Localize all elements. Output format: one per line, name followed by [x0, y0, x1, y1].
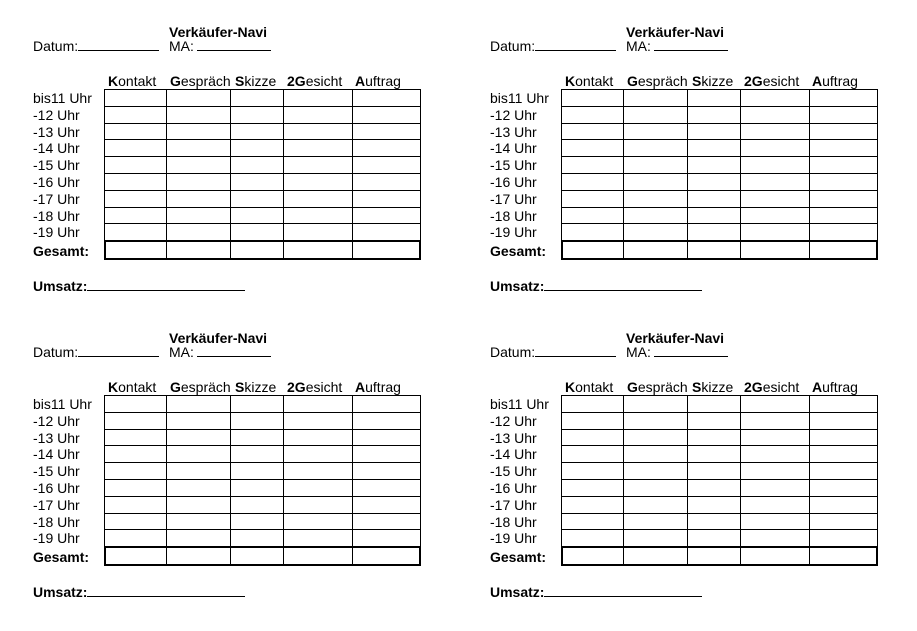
- ma-label: MA:: [169, 344, 194, 360]
- grid-row-line: [104, 395, 421, 396]
- row-label: -14 Uhr: [33, 140, 80, 157]
- verkaeufer-navi-form-bottom-right: [490, 306, 890, 606]
- grid-row-line: [104, 496, 421, 497]
- grid-row-line: [104, 207, 421, 208]
- row-label: -16 Uhr: [490, 174, 537, 190]
- grid-row-line: [561, 106, 878, 107]
- grid-row-line: [104, 529, 421, 530]
- grid-row-line: [561, 223, 878, 224]
- grid-column-line: [740, 395, 741, 566]
- column-header-initial: 2G: [744, 379, 763, 395]
- grid-row-line: [561, 156, 878, 157]
- datum-field: [490, 344, 616, 360]
- umsatz-label: Umsatz:: [33, 278, 88, 294]
- row-label: -12 Uhr: [490, 412, 537, 429]
- datum-label: Datum:: [490, 344, 536, 360]
- column-header-initial: K: [108, 379, 119, 395]
- column-header-rest: kizze: [244, 379, 277, 395]
- column-header: [692, 379, 733, 395]
- umsatz-blank-line[interactable]: [87, 584, 245, 597]
- grid-column-line: [420, 89, 421, 260]
- row-label: bis11 Uhr: [490, 396, 549, 412]
- ma-field: [169, 38, 271, 54]
- column-header-rest: uftrag: [822, 379, 858, 395]
- grid-column-line: [230, 89, 231, 260]
- gesamt-label: Gesamt:: [490, 549, 547, 565]
- column-header: [287, 379, 342, 395]
- column-header: [108, 73, 156, 89]
- column-header-initial: S: [235, 73, 245, 89]
- grid-column-line: [283, 89, 284, 260]
- grid-row-line: [561, 395, 878, 396]
- form-title: Verkäufer-Navi: [626, 330, 725, 346]
- grid-row-line: [561, 513, 878, 514]
- grid-column-line: [740, 89, 741, 260]
- grid-column-line: [352, 89, 353, 260]
- column-header-initial: 2G: [287, 73, 306, 89]
- datum-label: Datum:: [33, 344, 79, 360]
- column-header-rest: espräch: [180, 379, 231, 395]
- grid-row-line: [561, 89, 878, 90]
- umsatz-blank-line[interactable]: [544, 584, 702, 597]
- row-label: -17 Uhr: [33, 190, 80, 207]
- grid-column-line: [809, 89, 810, 260]
- row-label: bis11 Uhr: [33, 90, 92, 106]
- grid-row-line: [561, 445, 878, 446]
- ma-field: [626, 344, 728, 360]
- form-title: Verkäufer-Navi: [169, 330, 268, 346]
- grid-row-line: [104, 139, 421, 140]
- column-header-rest: ontakt: [575, 379, 614, 395]
- verkaeufer-navi-form-top-right: [490, 0, 890, 300]
- ma-label: MA:: [626, 344, 651, 360]
- column-header-initial: G: [170, 379, 181, 395]
- ma-blank-line[interactable]: [197, 38, 271, 51]
- datum-blank-line[interactable]: [78, 344, 159, 357]
- row-label: -19 Uhr: [490, 224, 537, 241]
- grid-row-line: [104, 89, 421, 90]
- row-label: -15 Uhr: [33, 157, 80, 174]
- column-header-initial: G: [627, 73, 638, 89]
- row-label: -19 Uhr: [33, 224, 80, 241]
- grid-column-line: [104, 395, 105, 566]
- grid-row-line: [561, 496, 878, 497]
- row-label: -17 Uhr: [33, 496, 80, 513]
- row-label: -12 Uhr: [490, 106, 537, 123]
- grid-column-line: [877, 395, 878, 566]
- row-label: -18 Uhr: [490, 207, 537, 224]
- column-header-initial: 2G: [287, 379, 306, 395]
- grid-row-line: [561, 139, 878, 140]
- column-header: [744, 379, 799, 395]
- grid-row-line: [104, 223, 421, 224]
- column-header: [170, 379, 231, 395]
- grid-row-line: [561, 429, 878, 430]
- ma-field: [626, 38, 728, 54]
- column-header-initial: K: [108, 73, 119, 89]
- grid-row-line: [104, 123, 421, 124]
- column-header-rest: kizze: [701, 379, 734, 395]
- column-header-initial: K: [565, 379, 576, 395]
- row-label: -13 Uhr: [33, 429, 80, 446]
- grid-row-line: [561, 479, 878, 480]
- grid-row-line: [104, 513, 421, 514]
- grid-row-line: [561, 207, 878, 208]
- column-header-rest: espräch: [637, 73, 688, 89]
- datum-blank-line[interactable]: [535, 344, 616, 357]
- total-row-box[interactable]: [104, 240, 421, 260]
- grid-column-line: [623, 89, 624, 260]
- column-header: [627, 379, 688, 395]
- row-label: -14 Uhr: [33, 446, 80, 463]
- grid-column-line: [877, 89, 878, 260]
- grid-column-line: [166, 89, 167, 260]
- row-label: -19 Uhr: [490, 530, 537, 547]
- column-header: [170, 73, 231, 89]
- row-label: -17 Uhr: [490, 496, 537, 513]
- datum-label: Datum:: [33, 38, 79, 54]
- row-label: -18 Uhr: [490, 513, 537, 530]
- row-label: -16 Uhr: [33, 174, 80, 190]
- row-label: bis11 Uhr: [33, 396, 92, 412]
- datum-field: [33, 344, 159, 360]
- grid-column-line: [230, 395, 231, 566]
- row-label: -13 Uhr: [490, 123, 537, 140]
- column-header-rest: kizze: [701, 73, 734, 89]
- datum-field: [33, 38, 159, 54]
- ma-blank-line[interactable]: [654, 38, 728, 51]
- grid-row-line: [561, 190, 878, 191]
- column-header: [355, 379, 401, 395]
- column-header-rest: espräch: [637, 379, 688, 395]
- column-header-initial: A: [355, 379, 366, 395]
- column-header-initial: K: [565, 73, 576, 89]
- row-label: -15 Uhr: [33, 463, 80, 480]
- column-header-rest: esicht: [305, 379, 343, 395]
- grid-row-line: [561, 462, 878, 463]
- form-title: Verkäufer-Navi: [169, 24, 268, 40]
- form-title: Verkäufer-Navi: [626, 24, 725, 40]
- column-header-initial: S: [235, 379, 245, 395]
- column-header-rest: uftrag: [822, 73, 858, 89]
- row-label: -13 Uhr: [490, 429, 537, 446]
- grid-row-line: [561, 529, 878, 530]
- column-header-rest: espräch: [180, 73, 231, 89]
- grid-row-line: [104, 106, 421, 107]
- ma-blank-line[interactable]: [197, 344, 271, 357]
- total-row-box[interactable]: [104, 546, 421, 566]
- ma-field: [169, 344, 271, 360]
- row-label: -19 Uhr: [33, 530, 80, 547]
- column-header-rest: esicht: [762, 73, 800, 89]
- umsatz-label: Umsatz:: [33, 584, 88, 600]
- grid-column-line: [687, 89, 688, 260]
- grid-column-line: [623, 395, 624, 566]
- row-label: -12 Uhr: [33, 106, 80, 123]
- grid-row-line: [104, 445, 421, 446]
- column-header-initial: A: [355, 73, 366, 89]
- column-header: [565, 379, 613, 395]
- row-label: -15 Uhr: [490, 463, 537, 480]
- grid-row-line: [104, 156, 421, 157]
- grid-column-line: [561, 395, 562, 566]
- grid-row-line: [104, 190, 421, 191]
- gesamt-label: Gesamt:: [33, 549, 90, 565]
- grid-column-line: [166, 395, 167, 566]
- column-header-rest: ontakt: [575, 73, 614, 89]
- grid-row-line: [104, 173, 421, 174]
- grid-row-line: [104, 462, 421, 463]
- row-label: -13 Uhr: [33, 123, 80, 140]
- column-header-rest: ontakt: [118, 73, 157, 89]
- column-header-initial: A: [812, 379, 823, 395]
- column-header-initial: 2G: [744, 73, 763, 89]
- total-row-box[interactable]: [561, 240, 878, 260]
- grid-column-line: [420, 395, 421, 566]
- row-label: -14 Uhr: [490, 446, 537, 463]
- grid-column-line: [283, 395, 284, 566]
- grid-column-line: [104, 89, 105, 260]
- gesamt-label: Gesamt:: [33, 243, 90, 259]
- row-label: -15 Uhr: [490, 157, 537, 174]
- row-label: -18 Uhr: [33, 207, 80, 224]
- column-header: [744, 73, 799, 89]
- column-header-initial: S: [692, 73, 702, 89]
- gesamt-label: Gesamt:: [490, 243, 547, 259]
- datum-label: Datum:: [490, 38, 536, 54]
- row-label: -18 Uhr: [33, 513, 80, 530]
- grid-column-line: [809, 395, 810, 566]
- grid-row-line: [561, 173, 878, 174]
- column-header-rest: esicht: [762, 379, 800, 395]
- grid-column-line: [352, 395, 353, 566]
- column-header: [812, 379, 858, 395]
- umsatz-field: [490, 278, 702, 294]
- datum-field: [490, 38, 616, 54]
- umsatz-label: Umsatz:: [490, 278, 545, 294]
- column-header: [627, 73, 688, 89]
- column-header: [108, 379, 156, 395]
- column-header-rest: uftrag: [365, 73, 401, 89]
- grid-row-line: [104, 429, 421, 430]
- grid-column-line: [561, 89, 562, 260]
- grid-row-line: [561, 412, 878, 413]
- row-label: -17 Uhr: [490, 190, 537, 207]
- datum-blank-line[interactable]: [78, 38, 159, 51]
- row-label: -16 Uhr: [490, 480, 537, 496]
- row-label: -12 Uhr: [33, 412, 80, 429]
- column-header-rest: esicht: [305, 73, 343, 89]
- column-header-rest: kizze: [244, 73, 277, 89]
- ma-label: MA:: [626, 38, 651, 54]
- grid-column-line: [687, 395, 688, 566]
- column-header-initial: G: [627, 379, 638, 395]
- column-header-rest: uftrag: [365, 379, 401, 395]
- column-header: [235, 379, 276, 395]
- grid-row-line: [561, 123, 878, 124]
- umsatz-blank-line[interactable]: [544, 278, 702, 291]
- total-row-box[interactable]: [561, 546, 878, 566]
- column-header: [812, 73, 858, 89]
- column-header: [355, 73, 401, 89]
- verkaeufer-navi-form-top-left: [33, 0, 433, 300]
- column-header-initial: S: [692, 379, 702, 395]
- umsatz-field: [33, 278, 245, 294]
- grid-row-line: [104, 412, 421, 413]
- row-label: -14 Uhr: [490, 140, 537, 157]
- column-header-initial: G: [170, 73, 181, 89]
- verkaeufer-navi-form-bottom-left: [33, 306, 433, 606]
- column-header-rest: ontakt: [118, 379, 157, 395]
- row-label: -16 Uhr: [33, 480, 80, 496]
- ma-label: MA:: [169, 38, 194, 54]
- column-header: [565, 73, 613, 89]
- umsatz-field: [490, 584, 702, 600]
- column-header-initial: A: [812, 73, 823, 89]
- datum-blank-line[interactable]: [535, 38, 616, 51]
- umsatz-label: Umsatz:: [490, 584, 545, 600]
- row-label: bis11 Uhr: [490, 90, 549, 106]
- column-header: [692, 73, 733, 89]
- umsatz-field: [33, 584, 245, 600]
- column-header: [235, 73, 276, 89]
- column-header: [287, 73, 342, 89]
- ma-blank-line[interactable]: [654, 344, 728, 357]
- umsatz-blank-line[interactable]: [87, 278, 245, 291]
- grid-row-line: [104, 479, 421, 480]
